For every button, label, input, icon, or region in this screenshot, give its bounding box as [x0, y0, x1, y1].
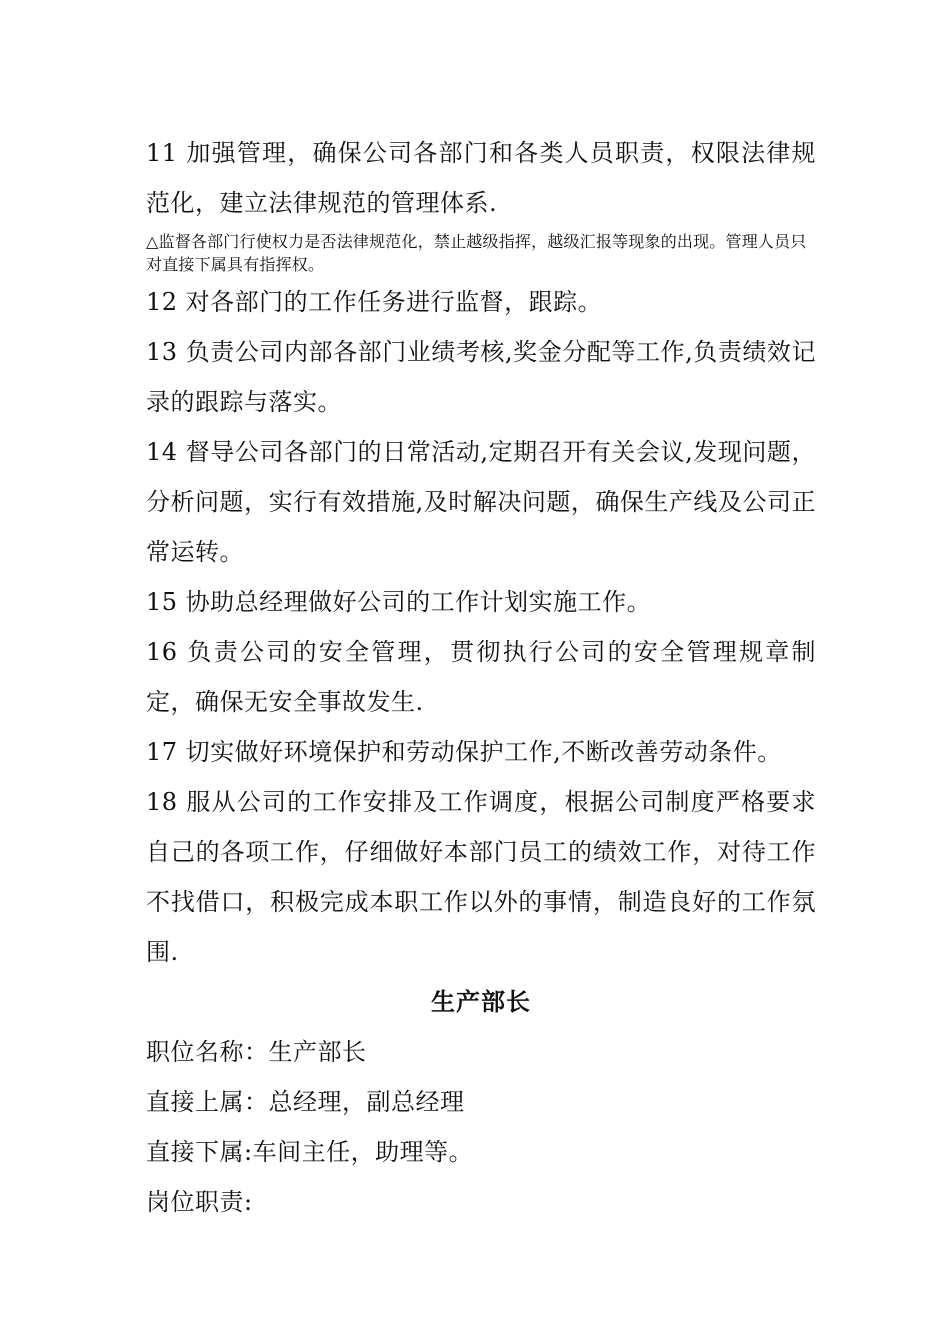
duty-item-17: 17 切实做好环境保护和劳动保护工作,不断改善劳动条件。	[146, 738, 782, 766]
document-body	[146, 128, 816, 1227]
duty-item-18: 18 服从公司的工作安排及工作调度，根据公司制度严格要求自己的各项工作，仔细做好本部门员工的绩效工作，对待工作不找借口，积极完成本职工作以外的事情，制造良好的工作氛围.	[146, 788, 816, 966]
direct-subordinates: 直接下属:车间主任，助理等。	[146, 1138, 474, 1166]
position-name: 职位名称：生产部长	[146, 1038, 367, 1066]
duty-note: △监督各部门行使权力是否法律规范化，禁止越级指挥，越级汇报等现象的出现。管理人员只对直接下属具有指挥权。	[146, 232, 807, 274]
direct-superior: 直接上属：总经理，副总经理	[146, 1088, 465, 1116]
duty-item-16: 16 负责公司的安全管理，贯彻执行公司的安全管理规章制定，确保无安全事故发生.	[146, 638, 816, 716]
duty-item-15: 15 协助总经理做好公司的工作计划实施工作。	[146, 588, 652, 616]
duty-item-12: 12 对各部门的工作任务进行监督，跟踪。	[146, 288, 603, 316]
section-title: 生产部长	[431, 987, 531, 1016]
job-duties-heading: 岗位职责:	[146, 1188, 253, 1216]
duty-item-14: 14 督导公司各部门的日常活动,定期召开有关会议,发现问题，分析问题，实行有效措施,及时解决问题，确保生产线及公司正常运转。	[146, 438, 816, 566]
duty-item-13: 13 负责公司内部各部门业绩考核,奖金分配等工作,负责绩效记录的跟踪与落实。	[146, 338, 816, 416]
duty-item-11: 11 加强管理，确保公司各部门和各类人员职责，权限法律规范化，建立法律规范的管理体系.	[146, 139, 816, 217]
